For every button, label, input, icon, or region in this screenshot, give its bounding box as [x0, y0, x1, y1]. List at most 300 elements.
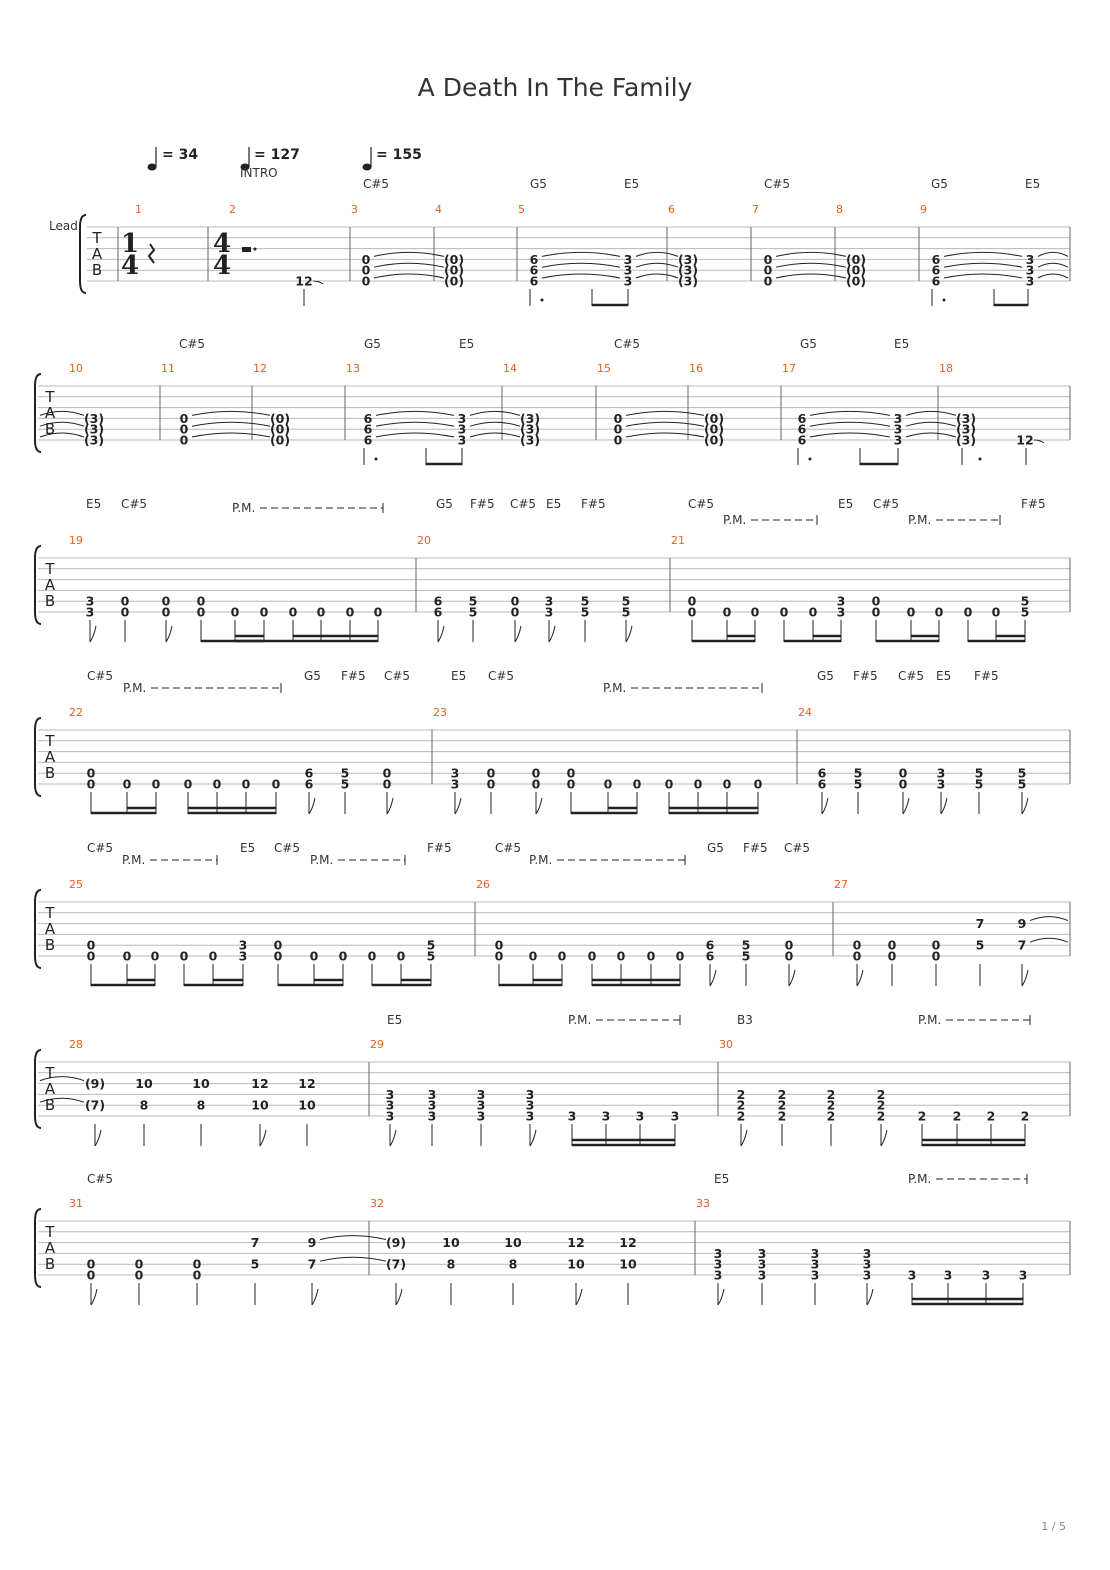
- fret-number: (3): [677, 251, 699, 267]
- fret-number: 0: [722, 604, 732, 620]
- fret-number: 3: [862, 1267, 872, 1283]
- fret-number: 0: [531, 776, 541, 792]
- rest-dot: [254, 248, 257, 251]
- fret-number: 0: [784, 937, 794, 953]
- fret-number: 6: [529, 273, 539, 289]
- fret-number: 5: [975, 937, 985, 953]
- chord-name: C#5: [87, 1172, 114, 1186]
- fret-number: 3: [862, 1256, 872, 1272]
- note-flag: [309, 798, 315, 814]
- fret-number: 9: [307, 1235, 317, 1251]
- note-flag: [536, 798, 542, 814]
- fret-number: 2: [777, 1086, 787, 1102]
- measure-number: 32: [370, 1197, 384, 1210]
- fret-number: 5: [853, 765, 863, 781]
- rhythm-dot: [979, 458, 982, 461]
- measure-number: 22: [69, 706, 83, 719]
- fret-number: 0: [151, 776, 161, 792]
- fret-number: 10: [135, 1076, 153, 1092]
- measure-number: 9: [920, 203, 927, 216]
- time-signature-top: 1: [120, 229, 140, 259]
- rhythm-dot: [809, 458, 812, 461]
- fret-number: 0: [183, 776, 193, 792]
- tab-clef-letter: T: [45, 904, 55, 922]
- fret-number: 0: [613, 432, 623, 448]
- fret-number: 0: [86, 776, 96, 792]
- chord-name: G5: [817, 669, 834, 683]
- chord-name: F#5: [427, 841, 452, 855]
- fret-number: (0): [703, 432, 725, 448]
- note-flag: [941, 798, 947, 814]
- tab-clef-letter: B: [44, 1096, 56, 1114]
- palm-mute-label: P.M.: [122, 853, 146, 867]
- fret-number: 6: [797, 432, 807, 448]
- note-flag: [857, 970, 863, 986]
- fret-number: 3: [238, 937, 248, 953]
- chord-name: E5: [936, 669, 952, 683]
- fret-number: 2: [876, 1108, 886, 1124]
- time-signature-bottom: 4: [212, 251, 232, 281]
- fret-number: 3: [981, 1267, 991, 1283]
- fret-number: 3: [1025, 251, 1035, 267]
- fret-number: 5: [741, 937, 751, 953]
- fret-number: 2: [826, 1108, 836, 1124]
- fret-number: 0: [664, 776, 674, 792]
- fret-number: 12: [295, 273, 313, 289]
- fret-number: 0: [192, 1267, 202, 1283]
- tab-clef-letter: B: [44, 592, 56, 610]
- fret-number: 0: [898, 765, 908, 781]
- fret-number: 6: [363, 432, 373, 448]
- fret-number: 5: [468, 604, 478, 620]
- measure-number: 29: [370, 1038, 384, 1051]
- tempo-value-2: = 127: [254, 147, 300, 163]
- fret-number: (3): [83, 432, 105, 448]
- fret-number: 0: [271, 776, 281, 792]
- chord-name: B3: [737, 1013, 753, 1027]
- fret-number: 5: [741, 948, 751, 964]
- measure-number: 3: [351, 203, 358, 216]
- tempo-marker-3: [363, 147, 422, 171]
- tie-arc: [542, 263, 620, 267]
- chord-name: F#5: [1021, 497, 1046, 511]
- fret-number: 5: [250, 1256, 260, 1272]
- tab-clef-letter: T: [45, 1223, 55, 1241]
- fret-number: 6: [433, 604, 443, 620]
- fret-number: 3: [943, 1267, 953, 1283]
- fret-number: 5: [1017, 776, 1027, 792]
- palm-mute-label: P.M.: [310, 853, 334, 867]
- fret-number: 0: [931, 948, 941, 964]
- fret-number: 0: [906, 604, 916, 620]
- fret-number: 2: [952, 1108, 962, 1124]
- fret-number: (0): [703, 410, 725, 426]
- fret-number: 0: [316, 604, 326, 620]
- fret-number: 6: [931, 273, 941, 289]
- fret-number: 0: [510, 604, 520, 620]
- measure-number: 28: [69, 1038, 83, 1051]
- fret-number: (0): [443, 262, 465, 278]
- fret-number: 3: [713, 1245, 723, 1261]
- fret-number: 3: [457, 410, 467, 426]
- chord-name: G5: [707, 841, 724, 855]
- tie-arc: [626, 433, 704, 437]
- tie-arc: [470, 411, 520, 415]
- tab-clef-letter: T: [45, 388, 55, 406]
- fret-number: 5: [621, 593, 631, 609]
- tab-system-5: [35, 841, 1070, 986]
- quarter-rest-icon: [149, 244, 154, 263]
- fret-number: 3: [936, 776, 946, 792]
- fret-number: 3: [385, 1108, 395, 1124]
- tie-arc: [944, 252, 1022, 256]
- track-name: Lead: [49, 219, 78, 233]
- tab-system-3: [35, 497, 1070, 642]
- fret-number: 3: [907, 1267, 917, 1283]
- tab-clef-letter: A: [91, 245, 103, 263]
- palm-mute-label: P.M.: [908, 513, 932, 527]
- fret-number: 5: [468, 593, 478, 609]
- tie-arc: [626, 411, 704, 415]
- fret-number: 3: [544, 593, 554, 609]
- fret-number: 3: [810, 1256, 820, 1272]
- fret-number: 3: [862, 1245, 872, 1261]
- fret-number: 0: [396, 948, 406, 964]
- tab-clef-letter: B: [44, 1255, 56, 1273]
- fret-number: 0: [898, 776, 908, 792]
- note-flag: [741, 1130, 747, 1146]
- tie-arc: [470, 422, 520, 426]
- fret-number: 3: [385, 1086, 395, 1102]
- palm-mute-label: P.M.: [568, 1013, 592, 1027]
- tab-clef-letter: B: [44, 764, 56, 782]
- measure-number: 7: [752, 203, 759, 216]
- fret-number: 8: [508, 1256, 518, 1272]
- fret-number: 10: [442, 1235, 460, 1251]
- fret-number: 0: [212, 776, 222, 792]
- note-flag: [903, 798, 909, 814]
- fret-number: 10: [504, 1235, 522, 1251]
- fret-number: 5: [853, 776, 863, 792]
- chord-name: C#5: [87, 669, 114, 683]
- fret-number: 0: [934, 604, 944, 620]
- note-flag: [260, 1130, 266, 1146]
- chord-name: C#5: [274, 841, 301, 855]
- fret-number: 3: [385, 1097, 395, 1113]
- chord-name: F#5: [743, 841, 768, 855]
- fret-number: 2: [736, 1108, 746, 1124]
- tie-arc: [542, 274, 620, 278]
- fret-number: (3): [955, 410, 977, 426]
- fret-number: 0: [693, 776, 703, 792]
- fret-number: 3: [525, 1108, 535, 1124]
- fret-number: 7: [1017, 937, 1027, 953]
- tempo-value-3: = 155: [376, 147, 422, 163]
- fret-number: 0: [722, 776, 732, 792]
- tie-arc: [376, 422, 454, 426]
- tie-arc: [1038, 252, 1068, 256]
- fret-number: 0: [86, 937, 96, 953]
- rhythm-dot: [541, 299, 544, 302]
- fret-number: 9: [1017, 916, 1027, 932]
- fret-number: 0: [675, 948, 685, 964]
- fret-number: 0: [86, 948, 96, 964]
- quarter-note-icon: [148, 164, 157, 171]
- note-flag: [626, 626, 632, 642]
- chord-name: C#5: [898, 669, 925, 683]
- fret-number: 0: [779, 604, 789, 620]
- fret-number: 10: [567, 1256, 585, 1272]
- note-flag: [95, 1130, 101, 1146]
- chord-name: F#5: [581, 497, 606, 511]
- palm-mute-label: P.M.: [918, 1013, 942, 1027]
- fret-number: 5: [1017, 765, 1027, 781]
- fret-number: 6: [817, 765, 827, 781]
- chord-name: F#5: [974, 669, 999, 683]
- fret-number: (9): [385, 1235, 407, 1251]
- measure-number: 23: [433, 706, 447, 719]
- fret-number: 0: [750, 604, 760, 620]
- fret-number: 2: [826, 1097, 836, 1113]
- tie-arc: [810, 433, 890, 437]
- palm-mute-label: P.M.: [723, 513, 747, 527]
- fret-number: 0: [86, 1256, 96, 1272]
- chord-name: E5: [838, 497, 854, 511]
- chord-name: E5: [714, 1172, 730, 1186]
- fret-number: 10: [251, 1097, 269, 1113]
- fret-number: 0: [208, 948, 218, 964]
- fret-number: 0: [931, 937, 941, 953]
- fret-number: 0: [616, 948, 626, 964]
- fret-number: 12: [619, 1235, 637, 1251]
- measure-number: 33: [696, 1197, 710, 1210]
- fret-number: 3: [893, 421, 903, 437]
- chord-name: F#5: [341, 669, 366, 683]
- fret-number: (0): [845, 262, 867, 278]
- fret-number: 3: [525, 1086, 535, 1102]
- tie-arc: [810, 411, 890, 415]
- fret-number: (3): [519, 410, 541, 426]
- fret-number: 8: [446, 1256, 456, 1272]
- fret-number: 10: [298, 1097, 316, 1113]
- fret-number: 0: [120, 604, 130, 620]
- fret-number: 3: [757, 1245, 767, 1261]
- palm-mute-label: P.M.: [123, 681, 147, 695]
- fret-number: 2: [876, 1097, 886, 1113]
- fret-number: 0: [134, 1256, 144, 1272]
- fret-number: 0: [632, 776, 642, 792]
- fret-number: 0: [161, 604, 171, 620]
- fret-number: (3): [955, 432, 977, 448]
- measure-number: 1: [135, 203, 142, 216]
- note-flag: [789, 970, 795, 986]
- tab-clef-letter: A: [44, 404, 56, 422]
- chord-name: C#5: [873, 497, 900, 511]
- fret-number: 0: [361, 273, 371, 289]
- fret-number: 3: [936, 765, 946, 781]
- tab-clef-letter: T: [45, 560, 55, 578]
- fret-number: 0: [852, 937, 862, 953]
- tempo-marker-1: [148, 147, 199, 171]
- fret-number: 0: [991, 604, 1001, 620]
- fret-number: 3: [623, 251, 633, 267]
- fret-number: 3: [601, 1108, 611, 1124]
- fret-number: 2: [826, 1086, 836, 1102]
- tie-arc: [626, 422, 704, 426]
- fret-number: 2: [736, 1086, 746, 1102]
- fret-number: 0: [259, 604, 269, 620]
- fret-number: 3: [670, 1108, 680, 1124]
- fret-number: (3): [677, 262, 699, 278]
- fret-number: 0: [179, 432, 189, 448]
- note-flag: [390, 1130, 396, 1146]
- note-flag: [438, 626, 444, 642]
- tie-arc: [192, 411, 270, 415]
- fret-number: 0: [784, 948, 794, 964]
- chord-name: C#5: [614, 337, 641, 351]
- chord-name: C#5: [764, 177, 791, 191]
- tie-arc: [1038, 274, 1068, 278]
- fret-number: 12: [567, 1235, 585, 1251]
- tie-arc: [1038, 263, 1068, 267]
- note-flag: [822, 798, 828, 814]
- time-signature-bottom: 4: [120, 251, 140, 281]
- fret-number: 0: [367, 948, 377, 964]
- measure-number: 13: [346, 362, 360, 375]
- fret-number: 0: [382, 776, 392, 792]
- tie-arc: [542, 252, 620, 256]
- fret-number: 5: [974, 765, 984, 781]
- chord-name: E5: [894, 337, 910, 351]
- fret-number: (0): [269, 421, 291, 437]
- fret-number: 6: [363, 421, 373, 437]
- fret-number: 7: [307, 1256, 317, 1272]
- palm-mute-label: P.M.: [603, 681, 627, 695]
- fret-number: 3: [476, 1086, 486, 1102]
- note-flag: [881, 1130, 887, 1146]
- chord-name: E5: [240, 841, 256, 855]
- fret-number: 0: [852, 948, 862, 964]
- note-flag: [530, 1130, 536, 1146]
- fret-number: 6: [797, 421, 807, 437]
- tie-arc: [810, 422, 890, 426]
- fret-number: 0: [241, 776, 251, 792]
- measure-number: 10: [69, 362, 83, 375]
- fret-number: 3: [713, 1267, 723, 1283]
- fret-number: 3: [85, 593, 95, 609]
- tab-clef-letter: B: [44, 936, 56, 954]
- fret-number: 7: [975, 916, 985, 932]
- fret-number: 3: [85, 604, 95, 620]
- fret-number: 12: [298, 1076, 316, 1092]
- page-indicator: 1 / 5: [1041, 1520, 1066, 1533]
- tie-arc: [320, 1236, 386, 1240]
- section-marker: INTRO: [240, 166, 278, 180]
- quarter-note-icon: [363, 164, 372, 171]
- measure-number: 4: [435, 203, 442, 216]
- fret-number: (0): [443, 273, 465, 289]
- tie-arc: [320, 1257, 386, 1261]
- chord-name: E5: [624, 177, 640, 191]
- note-flag: [718, 1289, 724, 1305]
- chord-name: C#5: [688, 497, 715, 511]
- fret-number: 0: [192, 1256, 202, 1272]
- fret-number: 0: [603, 776, 613, 792]
- fret-number: 3: [427, 1097, 437, 1113]
- chord-name: E5: [387, 1013, 403, 1027]
- fret-number: 5: [1020, 604, 1030, 620]
- fret-number: 0: [134, 1267, 144, 1283]
- chord-name: G5: [800, 337, 817, 351]
- fret-number: 2: [777, 1108, 787, 1124]
- palm-mute-label: P.M.: [529, 853, 553, 867]
- fret-number: 5: [340, 776, 350, 792]
- chord-name: F#5: [470, 497, 495, 511]
- fret-number: 5: [621, 604, 631, 620]
- fret-number: 0: [86, 1267, 96, 1283]
- tie-arc: [944, 274, 1022, 278]
- chord-name: C#5: [488, 669, 515, 683]
- fret-number: 3: [810, 1245, 820, 1261]
- fret-number: 0: [557, 948, 567, 964]
- fret-number: (0): [845, 251, 867, 267]
- fret-number: 0: [763, 251, 773, 267]
- fret-number: 3: [757, 1256, 767, 1272]
- rhythm-dot: [943, 299, 946, 302]
- measure-number: 24: [798, 706, 812, 719]
- fret-number: 6: [797, 410, 807, 426]
- measure-number: 20: [417, 534, 431, 547]
- tab-clef-letter: A: [44, 920, 56, 938]
- song-title: A Death In The Family: [417, 73, 693, 102]
- fret-number: 2: [1020, 1108, 1030, 1124]
- measure-number: 8: [836, 203, 843, 216]
- fret-number: 5: [580, 593, 590, 609]
- fret-number: 6: [433, 593, 443, 609]
- tab-clef-letter: B: [91, 261, 103, 279]
- fret-number: 8: [139, 1097, 149, 1113]
- fret-number: 12: [251, 1076, 269, 1092]
- chord-name: E5: [459, 337, 475, 351]
- chord-name: G5: [530, 177, 547, 191]
- fret-number: 3: [450, 776, 460, 792]
- fret-number: (3): [83, 410, 105, 426]
- note-flag: [710, 970, 716, 986]
- fret-number: 0: [871, 593, 881, 609]
- fret-number: 0: [179, 948, 189, 964]
- fret-number: (0): [269, 410, 291, 426]
- tie-arc: [376, 433, 454, 437]
- fret-number: 0: [361, 251, 371, 267]
- fret-number: 0: [494, 937, 504, 953]
- fret-number: 0: [179, 410, 189, 426]
- fret-number: 0: [808, 604, 818, 620]
- fret-number: 0: [230, 604, 240, 620]
- fret-number: 3: [623, 273, 633, 289]
- chord-name: C#5: [784, 841, 811, 855]
- measure-number: 11: [161, 362, 175, 375]
- measure-number: 19: [69, 534, 83, 547]
- fret-number: 0: [150, 948, 160, 964]
- fret-number: 0: [963, 604, 973, 620]
- fret-number: (0): [703, 421, 725, 437]
- tie-arc: [906, 411, 956, 415]
- fret-number: 3: [623, 262, 633, 278]
- chord-name: C#5: [384, 669, 411, 683]
- measure-number: 21: [671, 534, 685, 547]
- time-signature-top: 4: [212, 229, 232, 259]
- note-flag: [396, 1289, 402, 1305]
